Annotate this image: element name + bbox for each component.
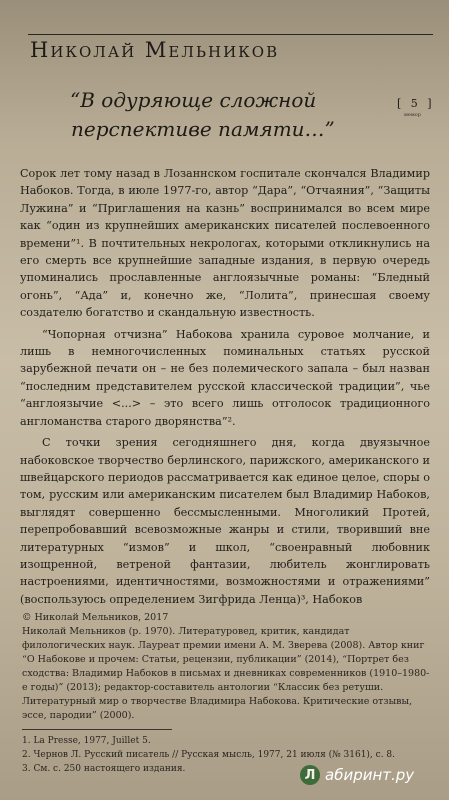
copyright-line: © Николай Мельников, 2017 [22, 612, 169, 623]
author-name: Николай Мельников [30, 38, 280, 62]
footnote-separator [22, 729, 172, 730]
notes-section [22, 611, 432, 776]
page-running-label: мемор [404, 112, 421, 118]
paragraph: “Чопорная отчизна” Набокова хранила суровое молчание, и лишь в немногочисленных поминальных статьях русской зарубежной печати он – не без полемического запала – был назван “последним представителем русской классической традиции”, чье “англоязычие <...> – это всего лишь отголосок традиционного англоманства старого дворянства”². [20, 327, 430, 428]
paragraph: Сорок лет тому назад в Лозаннском госпитале скончался Владимир Набоков. Тогда, в июле 1977-го, автор “Дара”, “Отчаяния”, “Защиты Лужина” и “Приглашения на казнь” воспринимался во всем мире как “один из крупнейших американских писателей послевоенного времени”¹. В почтительных некрологах, которыми откликнулись на его смерть все крупнейшие западные издания, в первую очередь упоминались прославленные англоязычные романы: “Бледный огонь”, “Ада” и, конечно же, “Лолита”, принесшая своему создателю богатство и скандальную известность. [20, 167, 430, 320]
author-bio: Николай Мельников (р. 1970). Литературовед, критик, кандидат филологических наук. Лауреат премии имени А. М. Зверева (2008). Автор книг “О Набокове и прочем: Статьи, рецензии, публикации” (2014), “Портрет без сходства: Владимир Набоков в письмах и дневниках современников (1910–1980-е годы)” (2013); редактор-составитель антологии “Классик без ретуши. Литературный мир о творчестве Владимира Набокова. Критические отзывы, эссе, пародии” (2000). [22, 626, 430, 721]
body-text [20, 165, 430, 608]
footnote: 1. La Presse, 1977, Juillet 5. [22, 736, 151, 746]
watermark [300, 765, 414, 785]
labirint-logo-icon: Л [300, 765, 320, 785]
title-line-2: перспективе памяти…” [71, 117, 335, 141]
title-line-1: “В одуряюще сложной [70, 88, 317, 112]
footnote: 2. Чернов Л. Русский писатель // Русская мысль, 1977, 21 июля (№ 3161), с. 8. [22, 750, 396, 760]
page-number: [ 5 ] [397, 97, 435, 110]
watermark-text: абиринт.ру [325, 766, 415, 784]
article-title [70, 86, 335, 144]
footnote: 3. См. с. 250 настоящего издания. [22, 764, 186, 774]
header-rule [28, 34, 433, 35]
paragraph: С точки зрения сегодняшнего дня, когда двуязычное набоковское творчество берлинского, парижского, американского и швейцарского периодов рассматривается как единое целое, споры о том, русским или американским писателем был Владимир Набоков, выглядят совершенно бессмысленными. Многоликий Протей, перепробовавший всевозможные жанры и стили, творивший вне литературных “измов” и школ, “своенравный любовник изощренной, ветреной фантазии, любитель жонглировать настроениями, идентичностями, возможностями и отражениями” (воспользуюсь определением Зигфрида Ленца)³, Набоков [20, 436, 430, 606]
